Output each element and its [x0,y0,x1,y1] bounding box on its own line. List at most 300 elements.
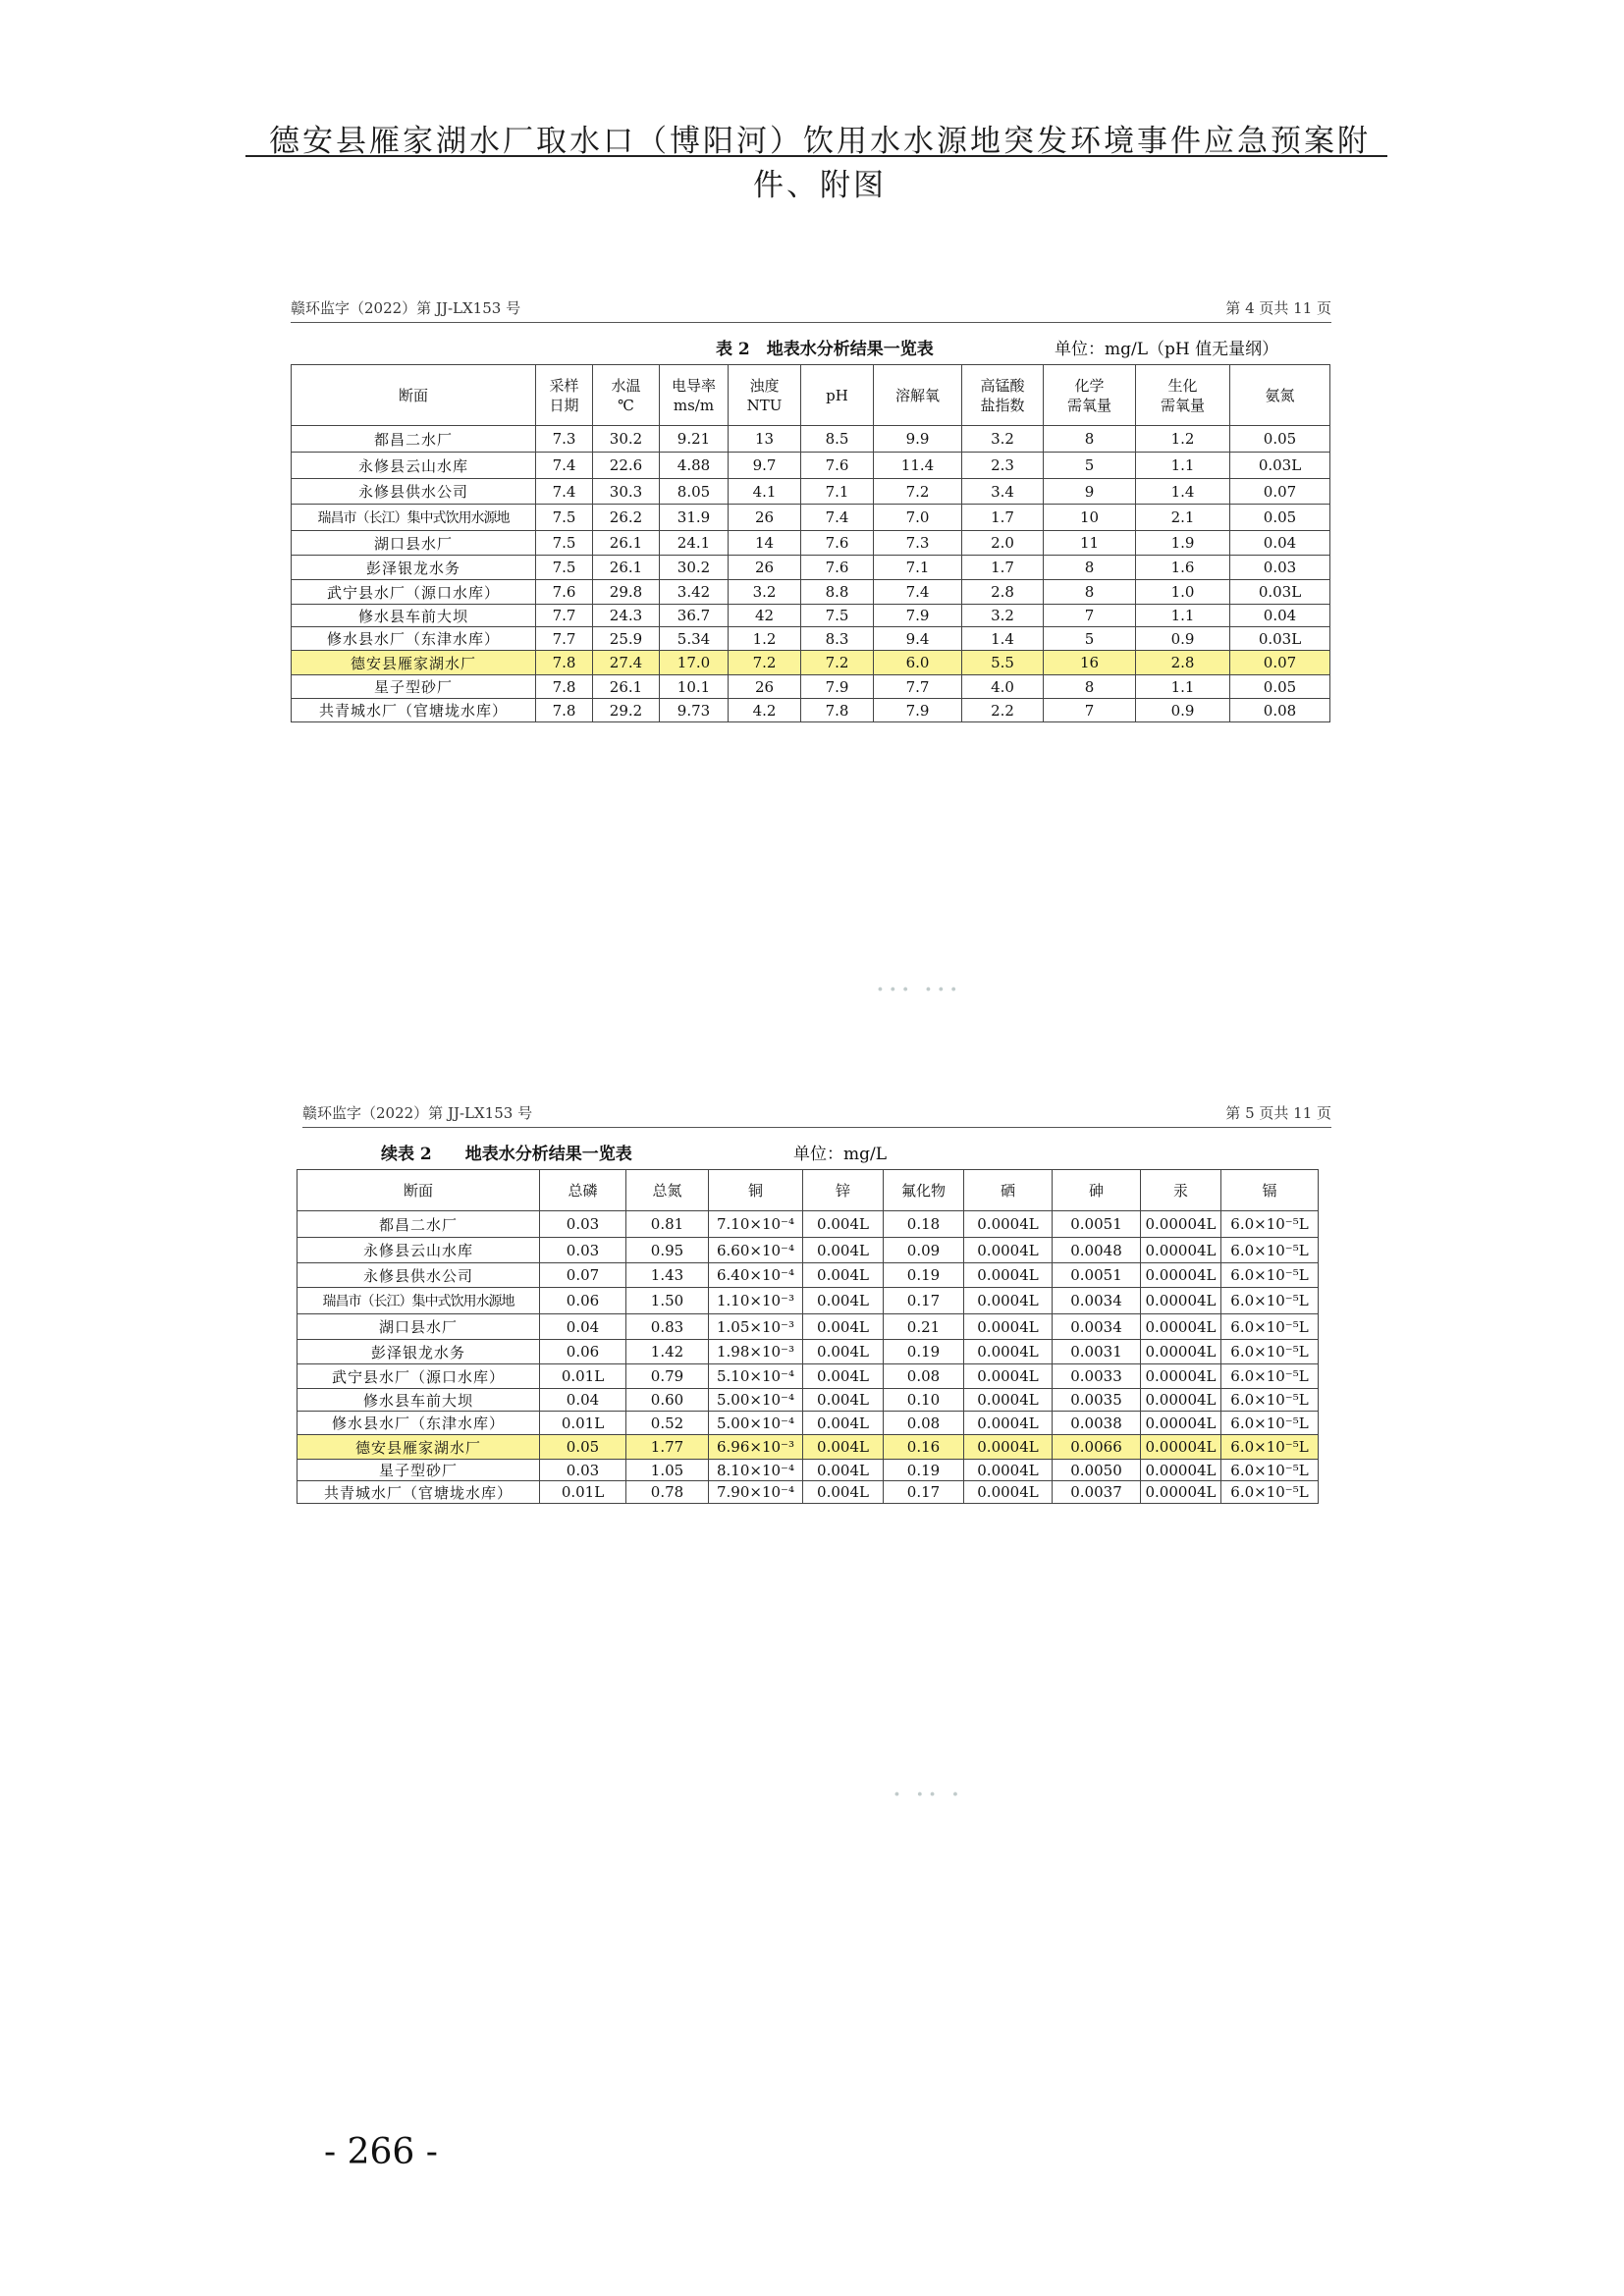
table-row [292,453,1330,479]
column-header: 锌 [803,1170,884,1211]
value-cell: 6.0×10⁻⁵L [1221,1263,1319,1288]
value-cell: 1.7 [962,505,1044,531]
value-cell: 6.0×10⁻⁵L [1221,1238,1319,1263]
report-page: 第 4 页共 11 页 [1225,299,1331,317]
table-row [292,580,1330,605]
water-analysis-table-continued [297,1169,1319,1504]
value-cell: 0.17 [884,1288,964,1314]
site-name-cell: 彭泽银龙水务 [292,556,536,580]
value-cell: 29.8 [593,580,660,605]
column-header-line: NTU [746,396,783,414]
site-name-cell: 永修县供水公司 [292,479,536,505]
table-title: 表 2 地表水分析结果一览表 [716,340,934,359]
value-cell: 1.6 [1136,556,1230,580]
value-cell: 0.004L [803,1389,884,1412]
value-cell: 0.00004L [1141,1364,1221,1389]
value-cell: 0.21 [884,1314,964,1340]
value-cell: 0.00004L [1141,1314,1221,1340]
document-header: 德安县雁家湖水厂取水口（博阳河）饮用水水源地突发环境事件应急预案附件、附图 [269,124,1371,203]
value-cell: 7.1 [801,479,874,505]
value-cell: 0.04 [1230,531,1330,556]
value-cell: 24.1 [660,531,729,556]
value-cell: 0.05 [1230,675,1330,699]
value-cell: 0.004L [803,1314,884,1340]
value-cell: 0.004L [803,1481,884,1504]
value-cell: 7.4 [536,453,593,479]
value-cell: 1.1 [1136,453,1230,479]
site-name-cell: 永修县供水公司 [298,1263,540,1288]
column-header: 硒 [964,1170,1053,1211]
value-cell: 0.0004L [964,1340,1053,1364]
table-row [292,675,1330,699]
value-cell: 0.004L [803,1435,884,1460]
value-cell: 8 [1044,675,1136,699]
water-analysis-table [291,364,1330,722]
value-cell: 24.3 [593,605,660,627]
value-cell: 0.17 [884,1481,964,1504]
value-cell: 30.3 [593,479,660,505]
site-name-cell: 德安县雁家湖水厂 [298,1435,540,1460]
table-unit: 单位：mg/L（pH 值无量纲） [1055,340,1279,359]
value-cell: 9.4 [874,627,962,651]
value-cell: 0.06 [540,1288,626,1314]
column-header-line: 日期 [549,396,579,414]
value-cell: 0.0004L [964,1263,1053,1288]
value-cell: 0.00004L [1141,1389,1221,1412]
column-header: 总磷 [540,1170,626,1211]
value-cell: 3.42 [660,580,729,605]
value-cell: 5 [1044,627,1136,651]
value-cell: 7.8 [801,699,874,722]
value-cell: 0.79 [626,1364,709,1389]
value-cell: 6.60×10⁻⁴ [709,1238,803,1263]
table-title: 续表 2 地表水分析结果一览表 [381,1145,632,1164]
value-cell: 26.1 [593,531,660,556]
value-cell: 14 [729,531,801,556]
value-cell: 7.2 [729,651,801,675]
value-cell: 0.9 [1136,699,1230,722]
value-cell: 30.2 [593,426,660,453]
column-header [1230,365,1330,426]
value-cell: 1.05×10⁻³ [709,1314,803,1340]
table-row [292,505,1330,531]
value-cell: 31.9 [660,505,729,531]
scan-meta [291,296,1331,323]
value-cell: 26.1 [593,675,660,699]
table-row [292,699,1330,722]
value-cell: 0.52 [626,1412,709,1435]
value-cell: 7.5 [801,605,874,627]
value-cell: 6.96×10⁻³ [709,1435,803,1460]
value-cell: 1.98×10⁻³ [709,1340,803,1364]
site-name-cell: 德安县雁家湖水厂 [292,651,536,675]
value-cell: 0.00004L [1141,1263,1221,1288]
value-cell: 7.2 [801,651,874,675]
value-cell: 7.0 [874,505,962,531]
value-cell: 6.40×10⁻⁴ [709,1263,803,1288]
value-cell: 9.21 [660,426,729,453]
value-cell: 13 [729,426,801,453]
column-header: 铜 [709,1170,803,1211]
value-cell: 0.78 [626,1481,709,1504]
report-ref: 赣环监字（2022）第 JJ-LX153 号 [291,299,521,317]
value-cell: 5 [1044,453,1136,479]
value-cell: 8.10×10⁻⁴ [709,1460,803,1481]
value-cell: 0.00004L [1141,1435,1221,1460]
value-cell: 1.05 [626,1460,709,1481]
column-header [729,365,801,426]
value-cell: 0.04 [1230,605,1330,627]
site-name-cell: 瑞昌市（长江）集中式饮用水源地 [298,1288,540,1314]
value-cell: 0.19 [884,1263,964,1288]
value-cell: 0.0004L [964,1412,1053,1435]
column-header-line: 高锰酸 [980,376,1025,395]
value-cell: 0.004L [803,1238,884,1263]
value-cell: 0.03L [1230,453,1330,479]
value-cell: 0.07 [1230,479,1330,505]
value-cell: 1.77 [626,1435,709,1460]
value-cell: 7.6 [801,556,874,580]
value-cell: 7.7 [536,605,593,627]
value-cell: 22.6 [593,453,660,479]
column-header [962,365,1044,426]
value-cell: 0.00004L [1141,1460,1221,1481]
table-row [298,1340,1319,1364]
value-cell: 0.00004L [1141,1481,1221,1504]
value-cell: 17.0 [660,651,729,675]
column-header: 总氮 [626,1170,709,1211]
report-page: 第 5 页共 11 页 [1225,1104,1331,1122]
value-cell: 6.0×10⁻⁵L [1221,1460,1319,1481]
value-cell: 0.0004L [964,1211,1053,1238]
value-cell: 1.10×10⁻³ [709,1288,803,1314]
site-name-cell: 湖口县水厂 [298,1314,540,1340]
value-cell: 26 [729,556,801,580]
value-cell: 4.88 [660,453,729,479]
column-header [536,365,593,426]
value-cell: 7.90×10⁻⁴ [709,1481,803,1504]
table-row [292,651,1330,675]
value-cell: 0.01L [540,1364,626,1389]
column-header: 断面 [298,1170,540,1211]
column-header-line: ms/m [673,396,715,414]
value-cell: 1.9 [1136,531,1230,556]
value-cell: 7.6 [801,453,874,479]
value-cell: 7.4 [536,479,593,505]
value-cell: 7.8 [536,651,593,675]
value-cell: 4.1 [729,479,801,505]
site-name-cell: 共青城水厂（官塘垅水库） [292,699,536,722]
column-header [1136,365,1230,426]
value-cell: 9.7 [729,453,801,479]
value-cell: 0.0050 [1053,1460,1141,1481]
value-cell: 0.004L [803,1211,884,1238]
value-cell: 0.0004L [964,1389,1053,1412]
value-cell: 26 [729,505,801,531]
value-cell: 7 [1044,699,1136,722]
value-cell: 0.004L [803,1288,884,1314]
value-cell: 1.43 [626,1263,709,1288]
value-cell: 6.0 [874,651,962,675]
value-cell: 11 [1044,531,1136,556]
value-cell: 0.004L [803,1364,884,1389]
value-cell: 0.03L [1230,627,1330,651]
value-cell: 0.03 [1230,556,1330,580]
value-cell: 6.0×10⁻⁵L [1221,1314,1319,1340]
value-cell: 1.0 [1136,580,1230,605]
value-cell: 9.73 [660,699,729,722]
column-header-line: 断面 [398,386,428,404]
value-cell: 3.2 [962,426,1044,453]
site-name-cell: 修水县水厂（东津水库） [292,627,536,651]
site-name-cell: 永修县云山水库 [298,1238,540,1263]
column-header-line: 盐指数 [980,396,1025,414]
table-row [292,531,1330,556]
value-cell: 1.7 [962,556,1044,580]
value-cell: 25.9 [593,627,660,651]
value-cell: 1.1 [1136,675,1230,699]
value-cell: 0.004L [803,1263,884,1288]
value-cell: 1.4 [1136,479,1230,505]
value-cell: 8 [1044,580,1136,605]
value-cell: 3.2 [729,580,801,605]
value-cell: 10.1 [660,675,729,699]
value-cell: 2.3 [962,453,1044,479]
value-cell: 0.0004L [964,1238,1053,1263]
value-cell: 0.19 [884,1340,964,1364]
value-cell: 0.0038 [1053,1412,1141,1435]
value-cell: 4.0 [962,675,1044,699]
site-name-cell: 武宁县水厂（源口水库） [298,1364,540,1389]
column-header [660,365,729,426]
column-header-line: 电导率 [671,376,716,395]
value-cell: 26.1 [593,556,660,580]
header-rule [245,155,1387,157]
table-row [292,556,1330,580]
value-cell: 1.2 [1136,426,1230,453]
column-header-line: 氨氮 [1265,386,1295,404]
value-cell: 7.5 [536,531,593,556]
value-cell: 2.8 [962,580,1044,605]
value-cell: 6.0×10⁻⁵L [1221,1364,1319,1389]
value-cell: 0.0031 [1053,1340,1141,1364]
value-cell: 0.60 [626,1389,709,1412]
value-cell: 42 [729,605,801,627]
value-cell: 0.0048 [1053,1238,1141,1263]
value-cell: 0.81 [626,1211,709,1238]
value-cell: 7.6 [801,531,874,556]
value-cell: 7.5 [536,556,593,580]
column-header: 砷 [1053,1170,1141,1211]
value-cell: 0.01L [540,1481,626,1504]
site-name-cell: 永修县云山水库 [292,453,536,479]
table-row [298,1481,1319,1504]
value-cell: 1.4 [962,627,1044,651]
column-header [874,365,962,426]
value-cell: 0.01L [540,1412,626,1435]
value-cell: 0.0033 [1053,1364,1141,1389]
value-cell: 29.2 [593,699,660,722]
value-cell: 0.0004L [964,1364,1053,1389]
table-row [298,1435,1319,1460]
value-cell: 0.0004L [964,1288,1053,1314]
table-row [298,1460,1319,1481]
value-cell: 0.0034 [1053,1288,1141,1314]
value-cell: 7.8 [536,699,593,722]
column-header [593,365,660,426]
value-cell: 0.04 [540,1389,626,1412]
table-row [298,1211,1319,1238]
value-cell: 0.05 [1230,426,1330,453]
value-cell: 0.95 [626,1238,709,1263]
table-row [298,1364,1319,1389]
value-cell: 0.0004L [964,1435,1053,1460]
site-name-cell: 瑞昌市（长江）集中式饮用水源地 [292,505,536,531]
column-header-line: 水温 [611,376,641,395]
column-header-line: 采样 [549,376,579,395]
value-cell: 1.42 [626,1340,709,1364]
value-cell: 5.00×10⁻⁴ [709,1412,803,1435]
site-name-cell: 彭泽银龙水务 [298,1340,540,1364]
value-cell: 0.00004L [1141,1412,1221,1435]
value-cell: 11.4 [874,453,962,479]
value-cell: 7.10×10⁻⁴ [709,1211,803,1238]
value-cell: 8.05 [660,479,729,505]
value-cell: 0.08 [884,1364,964,1389]
value-cell: 0.10 [884,1389,964,1412]
table-caption [291,323,1331,364]
value-cell: 0.83 [626,1314,709,1340]
value-cell: 0.08 [884,1412,964,1435]
value-cell: 0.0051 [1053,1263,1141,1288]
value-cell: 7 [1044,605,1136,627]
value-cell: 7.1 [874,556,962,580]
value-cell: 0.09 [884,1238,964,1263]
value-cell: 16 [1044,651,1136,675]
report-scan-page-4 [291,296,1331,722]
table-row [292,426,1330,453]
value-cell: 7.4 [874,580,962,605]
value-cell: 0.0034 [1053,1314,1141,1340]
value-cell: 6.0×10⁻⁵L [1221,1288,1319,1314]
value-cell: 0.08 [1230,699,1330,722]
value-cell: 30.2 [660,556,729,580]
value-cell: 1.2 [729,627,801,651]
value-cell: 5.34 [660,627,729,651]
value-cell: 0.004L [803,1340,884,1364]
site-name-cell: 都昌二水厂 [292,426,536,453]
value-cell: 2.1 [1136,505,1230,531]
value-cell: 0.07 [1230,651,1330,675]
table-unit: 单位：mg/L [793,1145,888,1164]
value-cell: 9 [1044,479,1136,505]
value-cell: 9.9 [874,426,962,453]
report-scan-page-5 [291,1101,1331,1504]
value-cell: 8.5 [801,426,874,453]
value-cell: 6.0×10⁻⁵L [1221,1412,1319,1435]
column-header [801,365,874,426]
value-cell: 0.0037 [1053,1481,1141,1504]
value-cell: 0.004L [803,1460,884,1481]
value-cell: 2.2 [962,699,1044,722]
value-cell: 5.00×10⁻⁴ [709,1389,803,1412]
column-header-line: 生化 [1167,376,1198,395]
value-cell: 0.06 [540,1340,626,1364]
value-cell: 8 [1044,556,1136,580]
column-header-line: pH [826,386,848,404]
value-cell: 0.03 [540,1238,626,1263]
value-cell: 7.6 [536,580,593,605]
value-cell: 0.9 [1136,627,1230,651]
value-cell: 8 [1044,426,1136,453]
value-cell: 7.7 [874,675,962,699]
column-header-line: 需氧量 [1160,396,1205,414]
report-ref: 赣环监字（2022）第 JJ-LX153 号 [302,1104,533,1122]
column-header-line: ℃ [618,396,634,414]
table-row [298,1238,1319,1263]
value-cell: 26 [729,675,801,699]
table-row [298,1314,1319,1340]
value-cell: 26.2 [593,505,660,531]
site-name-cell: 修水县车前大坝 [298,1389,540,1412]
table-row [298,1288,1319,1314]
value-cell: 3.2 [962,605,1044,627]
value-cell: 1.1 [1136,605,1230,627]
value-cell: 4.2 [729,699,801,722]
value-cell: 7.7 [536,627,593,651]
value-cell: 0.07 [540,1263,626,1288]
scan-smudge: ∙ ∙∙ ∙ [893,1787,965,1802]
value-cell: 7.4 [801,505,874,531]
value-cell: 0.0051 [1053,1211,1141,1238]
column-header-line: 化学 [1074,376,1105,395]
value-cell: 3.4 [962,479,1044,505]
site-name-cell: 都昌二水厂 [298,1211,540,1238]
site-name-cell: 共青城水厂（官塘垅水库） [298,1481,540,1504]
table-row [292,605,1330,627]
value-cell: 10 [1044,505,1136,531]
site-name-cell: 修水县水厂（东津水库） [298,1412,540,1435]
value-cell: 0.00004L [1141,1238,1221,1263]
column-header: 镉 [1221,1170,1319,1211]
site-name-cell: 星子型砂厂 [298,1460,540,1481]
scan-meta [302,1101,1331,1128]
value-cell: 7.5 [536,505,593,531]
value-cell: 0.0035 [1053,1389,1141,1412]
value-cell: 2.0 [962,531,1044,556]
table-row [292,627,1330,651]
value-cell: 7.3 [874,531,962,556]
value-cell: 8.3 [801,627,874,651]
value-cell: 7.9 [874,699,962,722]
column-header-line: 溶解氧 [894,386,940,404]
value-cell: 0.03 [540,1460,626,1481]
value-cell: 6.0×10⁻⁵L [1221,1481,1319,1504]
value-cell: 6.0×10⁻⁵L [1221,1211,1319,1238]
value-cell: 0.03 [540,1211,626,1238]
table-row [298,1389,1319,1412]
value-cell: 0.00004L [1141,1288,1221,1314]
value-cell: 0.0004L [964,1481,1053,1504]
page-number: - 266 - [324,2132,438,2172]
value-cell: 5.5 [962,651,1044,675]
value-cell: 0.00004L [1141,1340,1221,1364]
column-header-line: 浊度 [749,376,780,395]
site-name-cell: 武宁县水厂（源口水库） [292,580,536,605]
value-cell: 0.18 [884,1211,964,1238]
value-cell: 0.16 [884,1435,964,1460]
value-cell: 0.004L [803,1412,884,1435]
